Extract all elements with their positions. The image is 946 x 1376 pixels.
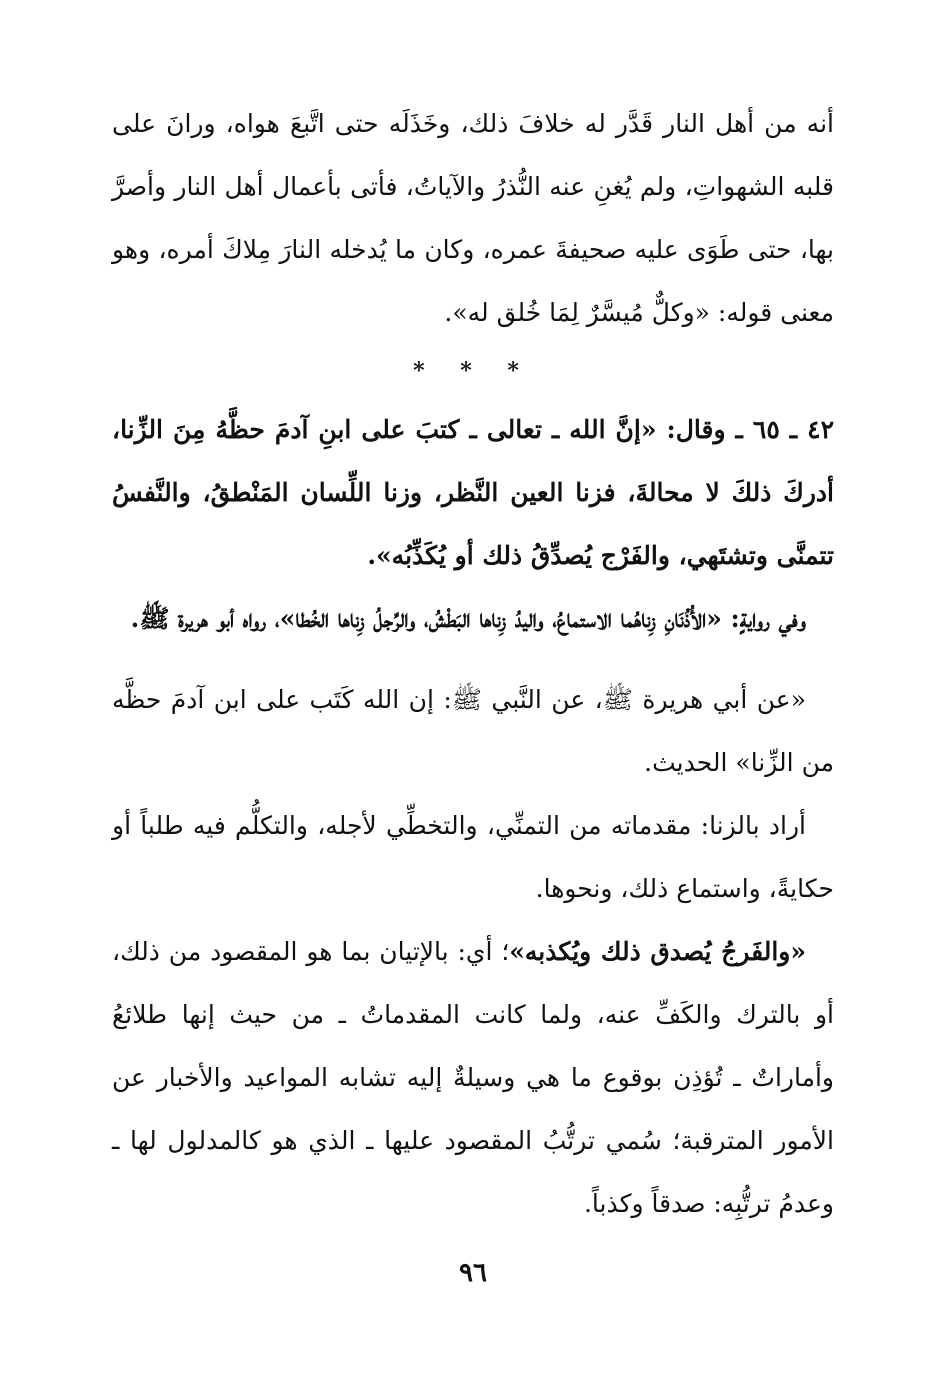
page-number: ٩٦ (459, 1258, 487, 1288)
hadith-text: ٤٢ ـ ٦٥ ـ وقال: «إنَّ الله ـ تعالى ـ كتبَ على ابنِ آدمَ حظَّهُ مِنَ الزِّنا، أدركَ ذلكَ لا محالةَ، فزنا العين النَّظر، وزنا اللِّسان المَنْطقُ، والنَّفسُ تتمنَّى وتشتَهي، والفَرْج يُصدِّقُ ذلك أو يُكَذِّبُه». (112, 415, 835, 570)
paragraph-commentary-intro: أنه من أهل النار قَدَّر له خلافَ ذلك، وخَذَلَه حتى اتَّبعَ هواه، ورانَ على قلبه الشهواتِ، ولم يُغنِ عنه النُّذرُ والآياتُ، فأتى بأعمال أهل النار وأصرَّ بها، حتى طَوَى عليه صحيفةَ عمره، وكان ما يُدخله النارَ مِلاكَ أمره، وهو معنى قوله: «وكلٌّ مُيسَّرٌ لِمَا خُلق له». (112, 109, 834, 327)
commentary-explanation: ؛ أي: بالإتيان بما هو المقصود من ذلك، أو بالترك والكَفِّ عنه، ولما كانت المقدماتُ ـ من حيث إنها طلائعُ وأماراتٌ ـ تُؤذِن بوقوع ما هي وسيلةٌ إليه تشابه المواعيد والأخبار عن الأمور المترقبة؛ سُمي ترتُّبُ المقصود عليها ـ الذي هو كالمدلول لها ـ وعدمُ ترتُّبِه: صدقاً وكذباً. (112, 937, 834, 1218)
section-separator: * * * (413, 358, 533, 384)
commentary-quoted-phrase: «والفَرجُ يُصدق ذلك ويُكذبه» (509, 937, 806, 966)
commentary-quote: «عن أبي هريرة ﷺ، عن النَّبي ﷺ: إن الله كَتَب على ابن آدمَ حظَّه من الزِّنا» الحديث. (112, 685, 834, 777)
spacer (112, 650, 834, 668)
commentary-paragraph-1: أراد بالزنا: مقدماته من التمنِّي، والتخطِّي لأجله، والتكلُّم فيه طلباً أو حكايةً، واستماع ذلك، ونحوها. (112, 811, 834, 903)
commentary-paragraph-2 (112, 920, 834, 1235)
hadith-narration-variant: وفي روايةٍ: «الأُذُنَانِ زِناهُما الاستماعُ، واليدُ زِناها البَطْشُ، والرِّجلُ زِناها الخُطا»، رواه أبو هريرة ﷺ. (130, 604, 806, 633)
